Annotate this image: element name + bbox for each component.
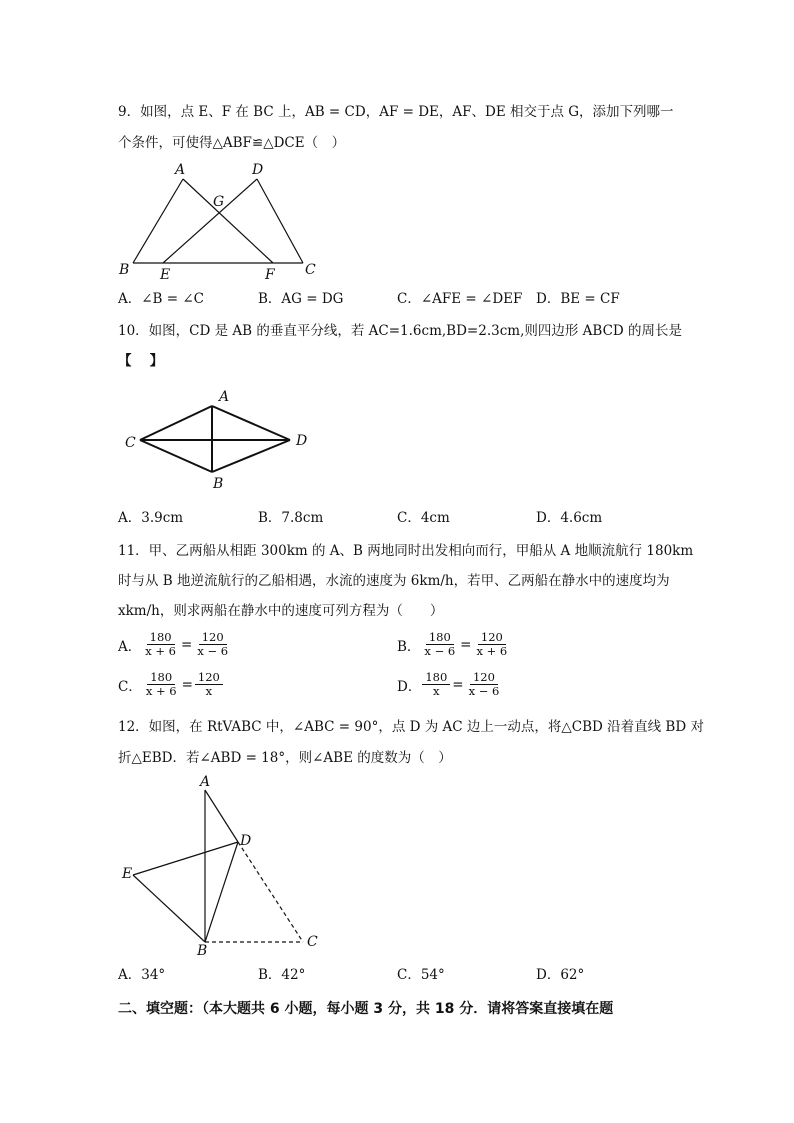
q12-option-c[interactable]: C．54°: [397, 967, 445, 983]
fraction: $\frac{180}{x - 6}$: [424, 630, 456, 658]
q10-stem-line1: 10．如图，CD 是 AB 的垂直平分线，若 AC=1.6cm,BD=2.3cm,则四边形 ABCD 的周长是: [118, 323, 683, 339]
fraction: $\frac{180}{x + 6}$: [145, 670, 177, 698]
fraction: $\frac{120}{x - 6}$: [197, 630, 229, 658]
fraction: $\frac{120}{x}$: [195, 671, 223, 698]
q9-label-a: A: [175, 162, 186, 178]
q9-label-f: F: [265, 267, 275, 283]
fraction: $\frac{120}{x + 6}$: [476, 630, 508, 658]
q12-label-e: E: [122, 866, 133, 882]
q9-label-d: D: [252, 162, 264, 178]
q9-segment-af: [183, 179, 273, 263]
q12-option-a[interactable]: A．34°: [118, 967, 166, 983]
q10-answer-bracket: 【 】: [118, 353, 164, 369]
q9-option-d[interactable]: D．BE = CF: [536, 291, 620, 307]
q11-stem-line1: 11．甲、乙两船从相距 300km 的 A、B 两地同时出发相向而行，甲船从 A 地顺流航行 180km: [118, 543, 694, 559]
q12-label-b: B: [197, 943, 208, 959]
fraction: $\frac{180}{x}$: [422, 671, 450, 698]
q10-label-c: C: [125, 435, 136, 451]
q12-stem-line1: 12．如图，在 RtVABC 中，∠ABC = 90°，点 D 为 AC 边上一动点，将△CBD 沿着直线 BD 对: [118, 719, 704, 735]
q11-stem-line2: 时与从 B 地逆流航行的乙船相遇，水流的速度为 6km/h，若甲、乙两船在静水中的速度均为: [118, 573, 670, 589]
q9-label-g: G: [213, 194, 225, 210]
q12-label-c: C: [307, 934, 318, 950]
q11-option-b[interactable]: B． $\frac{180}{x - 6}$ = $\frac{120}{x + 6}$: [397, 631, 511, 658]
q11-option-d[interactable]: D． $\frac{180}{x}$ = $\frac{120}{x - 6}$: [397, 671, 503, 698]
q12-label-a: A: [200, 774, 211, 790]
fraction: $\frac{120}{x - 6}$: [468, 670, 500, 698]
option-letter: D．: [397, 678, 422, 695]
q9-option-c[interactable]: C．∠AFE = ∠DEF: [397, 291, 523, 307]
q9-segment-ab: [133, 179, 183, 263]
q10-option-b[interactable]: B．7.8cm: [258, 510, 324, 526]
option-letter: C．: [118, 678, 142, 695]
q9-segment-de: [163, 179, 257, 263]
q10-option-d[interactable]: D．4.6cm: [536, 510, 603, 526]
q9-option-b[interactable]: B．AG = DG: [258, 291, 344, 307]
q12-option-b[interactable]: B．42°: [258, 967, 306, 983]
q12-option-d[interactable]: D．62°: [536, 967, 585, 983]
q9-stem-line2: 个条件，可使得△ABF≌△DCE（ ）: [118, 135, 346, 151]
q11-stem-line3: xkm/h，则求两船在静水中的速度可列方程为（ ）: [118, 603, 444, 619]
q10-label-b: B: [213, 476, 224, 492]
q11-option-c[interactable]: C． $\frac{180}{x + 6}$ = $\frac{120}{x}$: [118, 671, 224, 698]
q9-option-a[interactable]: A．∠B = ∠C: [118, 291, 205, 307]
section-heading-fill-in: 二、填空题：（本大题共 6 小题，每小题 3 分，共 18 分．请将答案直接填在题: [118, 1001, 614, 1017]
q9-label-c: C: [305, 262, 316, 278]
q9-segment-dc: [257, 179, 303, 263]
q12-stem-line2: 折△EBD．若∠ABD = 18°，则∠ABE 的度数为（ ）: [118, 750, 452, 766]
option-letter: A．: [118, 638, 142, 655]
q9-stem-line1: 9．如图，点 E、F 在 BC 上，AB = CD，AF = DE，AF、DE 相交于点 G，添加下列哪一: [118, 104, 674, 120]
q10-label-a: A: [219, 389, 230, 405]
q11-option-a[interactable]: A． $\frac{180}{x + 6}$ = $\frac{120}{x - 6}$: [118, 631, 232, 658]
q9-label-b: B: [119, 262, 130, 278]
q10-option-c[interactable]: C．4cm: [397, 510, 450, 526]
q10-option-a[interactable]: A．3.9cm: [118, 510, 184, 526]
q12-label-d: D: [240, 833, 252, 849]
q9-label-e: E: [160, 267, 171, 283]
q10-label-d: D: [296, 433, 308, 449]
option-letter: B．: [397, 638, 421, 655]
fraction: $\frac{180}{x + 6}$: [145, 630, 176, 658]
